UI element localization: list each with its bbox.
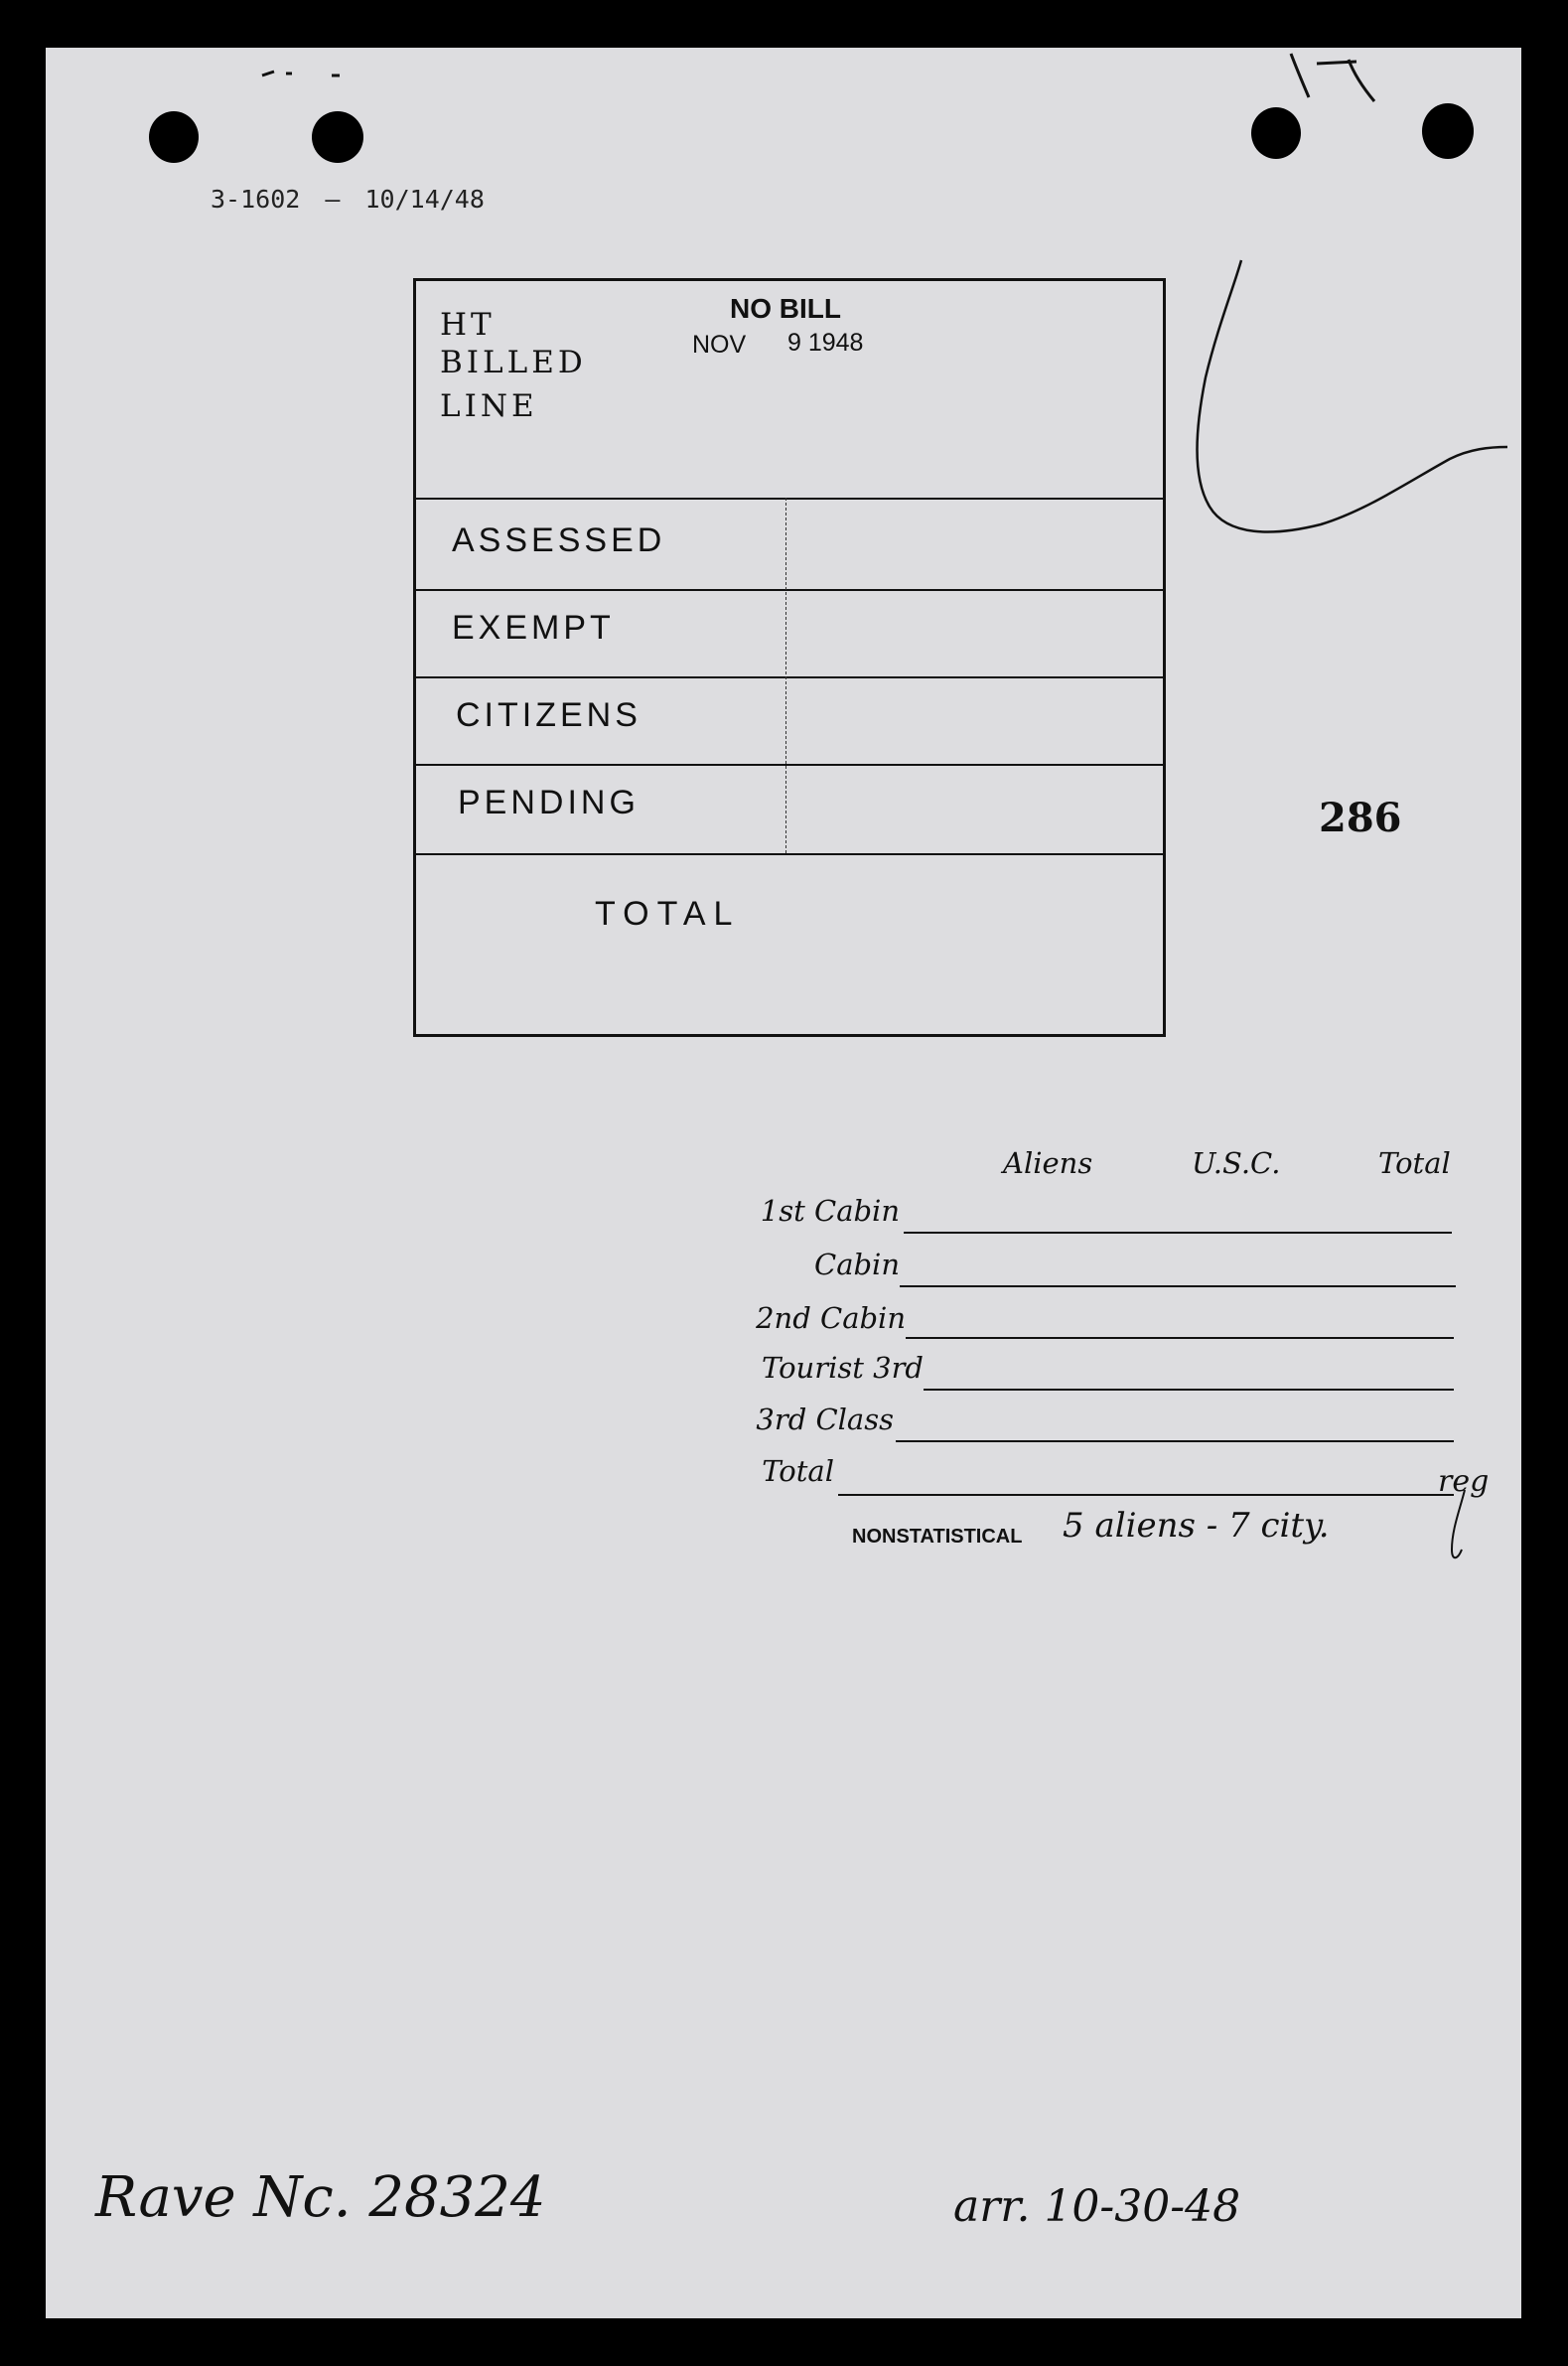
billed-line-text: HT	[440, 307, 496, 343]
row-label-pending: PENDING	[458, 784, 640, 821]
class-label-tourist-third: Tourist 3rd	[762, 1351, 924, 1385]
vessel-name: Rave Nc. 28324	[95, 2165, 546, 2230]
arrival-date: arr. 10-30-48	[953, 2181, 1241, 2232]
row-label-assessed: ASSESSED	[452, 521, 666, 559]
nonstatistical-stamp: NONSTATISTICAL	[852, 1526, 1023, 1548]
file-ref-number: 3-1602	[211, 185, 301, 214]
pen-stroke	[1452, 1490, 1465, 1557]
class-label-total: Total	[762, 1454, 834, 1488]
nonstatistical-note: 5 aliens - 7 city.	[1063, 1506, 1330, 1546]
pen-stroke	[1291, 54, 1374, 101]
class-label-third-class: 3rd Class	[756, 1403, 894, 1436]
file-date: 10/14/48	[364, 185, 485, 214]
no-bill-stamp: NO BILL	[730, 293, 841, 324]
class-label-cabin: Cabin	[814, 1248, 900, 1281]
column-header-total: Total	[1378, 1146, 1451, 1180]
stamp-date: 9 1948	[787, 329, 864, 357]
row-label-total: TOTAL	[595, 895, 741, 933]
class-label-second-cabin: 2nd Cabin	[756, 1301, 906, 1335]
class-label-first-cabin: 1st Cabin	[760, 1194, 900, 1228]
row-label-citizens: CITIZENS	[456, 696, 641, 734]
billed-line-text: LINE	[440, 388, 538, 424]
row-label-exempt: EXEMPT	[452, 609, 615, 647]
column-header-aliens: Aliens	[1003, 1146, 1093, 1180]
file-ref-dash: —	[325, 185, 341, 214]
pen-stroke	[1198, 260, 1508, 531]
pen-stroke	[262, 72, 340, 75]
margin-note: reg	[1438, 1464, 1490, 1499]
stamp-month: NOV	[692, 331, 747, 359]
column-header-usc: U.S.C.	[1192, 1146, 1281, 1180]
page-number: 286	[1319, 795, 1402, 841]
billed-line-text: BILLED	[440, 345, 587, 380]
